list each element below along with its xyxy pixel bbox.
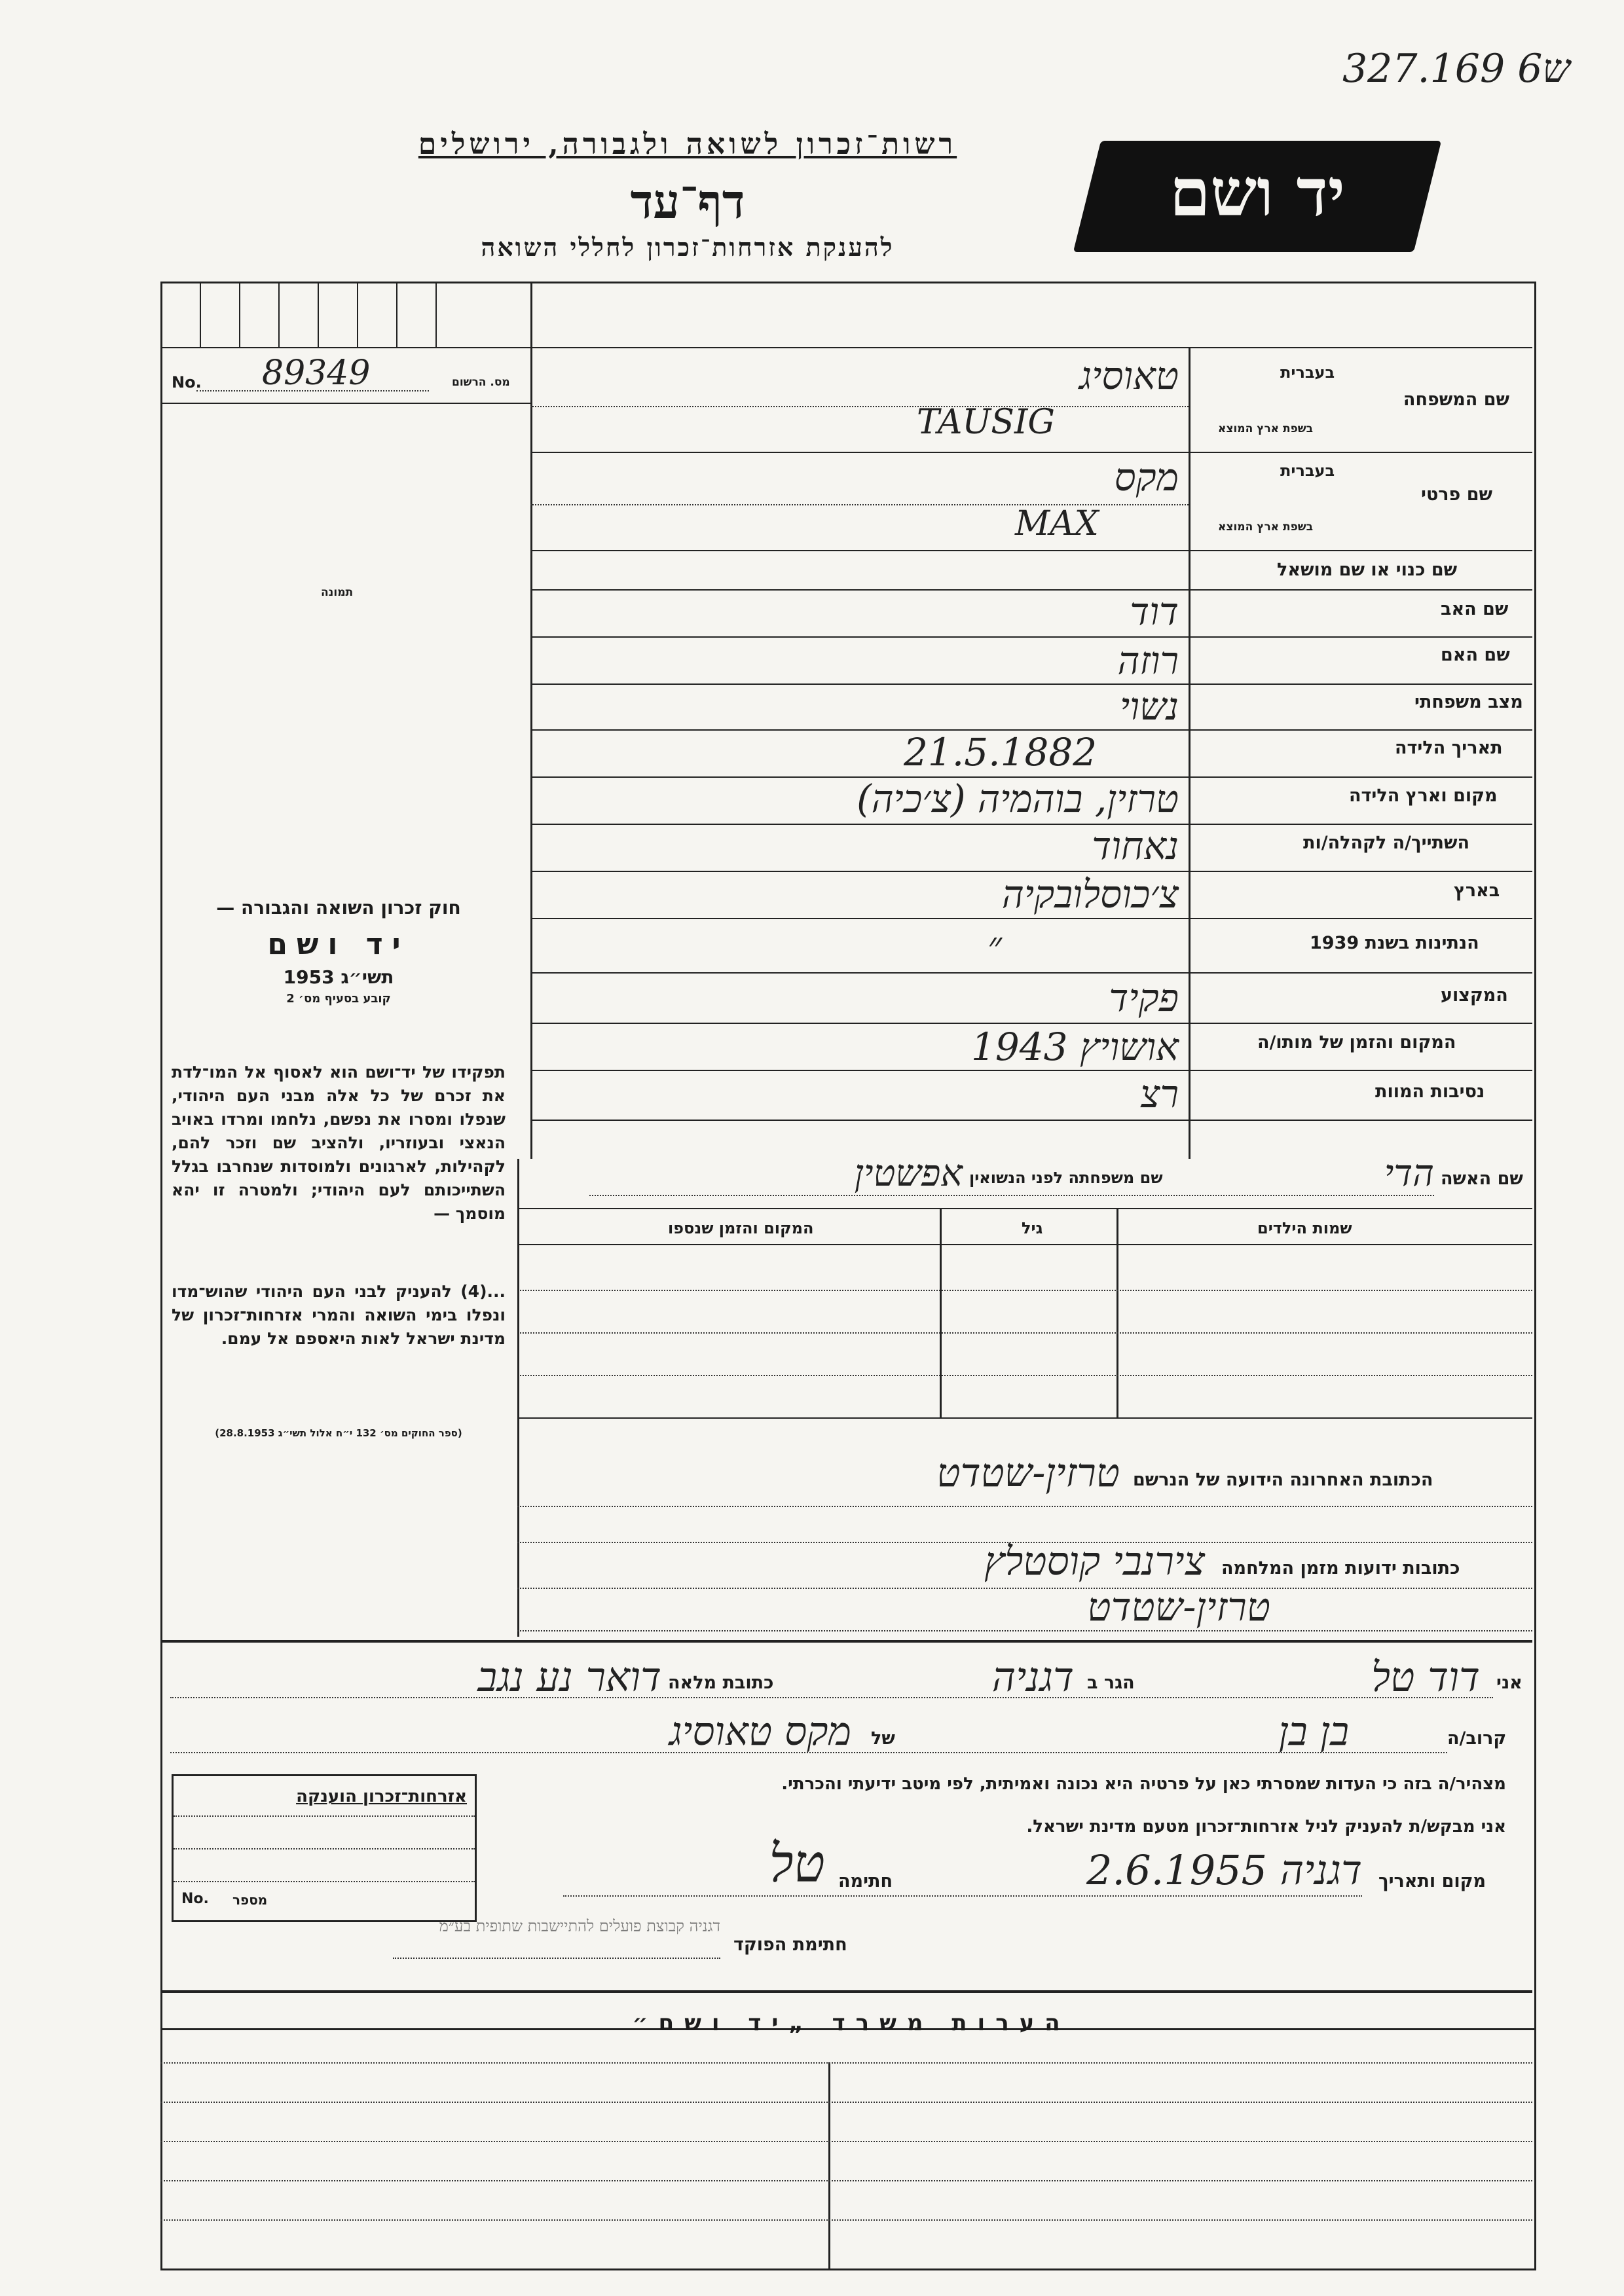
wartime-value-2: טרזין-שטדט — [1087, 1584, 1270, 1630]
signature-label: חתימה — [838, 1871, 893, 1891]
father-label: שם האב — [1441, 599, 1509, 619]
declarant-statement-1: מצהיר/ה בזה כי העדות שמסרתי כאן על פרטיה היא נכונה ואמיתית, לפי מיטב ידיעתי והכרתי. — [781, 1774, 1506, 1794]
wife-maiden-value: אפשטין — [854, 1152, 963, 1195]
family-name-orig-value: TAUSIG — [917, 403, 1055, 442]
family-name-heb-value: טאוסיג — [1079, 354, 1179, 398]
death-place-label: המקום והזמן של מותו/ה — [1257, 1032, 1456, 1053]
community-label: השתייך/ה לקהלה/ות — [1303, 833, 1469, 853]
citizenship-label: הנתינות בשנת 1939 — [1310, 933, 1479, 953]
mother-label: שם האם — [1441, 645, 1510, 665]
logo-text: יד ושם — [1170, 154, 1345, 231]
declarant-address-label: כתובת מלאה — [668, 1673, 774, 1693]
first-name-heb-label: בעברית — [1280, 462, 1335, 480]
nickname-label: שם כנוי או שם מושאל — [1277, 560, 1458, 580]
form-title: דף־עד — [630, 173, 745, 229]
birth-date-label: תאריך הלידה — [1395, 738, 1503, 758]
signature-value: טל — [769, 1833, 825, 1894]
law-year: תשי״ג 1953 — [283, 966, 394, 988]
profession-label: המקצוע — [1441, 985, 1508, 1006]
citizenship-value: ״ — [987, 923, 1002, 968]
declarant-relative-label: קרוב/ה — [1447, 1728, 1507, 1749]
law-block — [172, 897, 506, 1006]
country-label: בארץ — [1454, 881, 1500, 901]
declarant-relation: בן בן — [1278, 1709, 1349, 1755]
law-name: יד ושם — [267, 928, 410, 961]
children-col-names: שמות הילדים — [1257, 1219, 1352, 1237]
first-name-orig-value: MAX — [1015, 504, 1099, 543]
last-address-label: הכתובת האחרונה הידועה של הנרשם — [1133, 1470, 1433, 1490]
registration-number: 89349 — [262, 354, 371, 393]
archive-number: 327.169 ש6 — [1342, 46, 1570, 92]
wife-maiden-label: שם משפחתה לפני הנשואין — [969, 1169, 1163, 1187]
first-name-label: שם פרטי — [1421, 484, 1492, 505]
law-clause: קובע בסעיף מס׳ 2 — [286, 992, 391, 1006]
birth-place-value: טרזין, בוהמיה (צ׳כיה) — [857, 776, 1179, 821]
first-name-heb-value: מקס — [1114, 455, 1179, 500]
citizenship-box — [172, 1774, 477, 1922]
declarant-town: דגניה — [991, 1653, 1074, 1701]
wife-value: הדי — [1384, 1152, 1434, 1195]
children-col-age: גיל — [1022, 1219, 1043, 1237]
country-value: צ׳כוסלובקיה — [1001, 872, 1179, 917]
declarant-of-label: של — [871, 1728, 895, 1749]
children-col-place: המקום והזמן שנספו — [668, 1219, 814, 1237]
first-name-orig-label: בשפת ארץ המוצא — [1218, 520, 1314, 534]
law-para2: ...(4) להעניק לבני העם היהודי שהוש־מדו ונפלו בימי השואה והמרי אזרחות־זכרון של מדינת ישראל לאות היאספם אל עמם. — [172, 1282, 506, 1348]
family-name-heb-label: בעברית — [1280, 363, 1335, 382]
place-date-value: דגניה 2.6.1955 — [1086, 1846, 1362, 1894]
birth-place-label: מקום וארץ הלידה — [1349, 786, 1498, 806]
marital-value: נשוי — [1120, 684, 1179, 729]
profession-value: פקיד — [1109, 975, 1179, 1020]
father-value: דוד — [1130, 589, 1179, 634]
stamp: דגניה קבוצת פועלים להתיישבות שתופית בע״מ — [439, 1917, 720, 1935]
form-subtitle: להענקת אזרחות־זכרון לחללי השואה — [481, 232, 895, 262]
birth-date-value: 21.5.1882 — [904, 730, 1098, 774]
org-name: רשות־זכרון לשואה ולגבורה, ירושלים — [418, 128, 957, 161]
law-title: חוק זכרון השואה והגבורה — — [216, 897, 461, 919]
citizenship-box-no: No. — [181, 1891, 209, 1907]
photo-label: תמונה — [321, 586, 354, 599]
citizenship-box-title: אזרחות־זכרון הוענקה — [296, 1787, 467, 1806]
declarant-i-label: אני — [1496, 1673, 1522, 1693]
law-para1: תפקידו של יד־ושם הוא לאסוף אל המו־לדת את זכרם של כל אלה מבני העם היהודי, שנפלו ומסרו את נפשם, נלחמו ומרדו באויב הנאצי ובעוזריו, ולהציב שם וזכר להם, לקהילות, לארגונים ולמוסדות שנחרבו בגלל השתייכותם לעם היהודי; ולמטרה זו יהא מוסמך — — [172, 1063, 506, 1223]
mother-value: רוזה — [1117, 638, 1179, 683]
death-circumstances-value: רצ — [1140, 1072, 1179, 1116]
death-circumstances-label: נסיבות המוות — [1375, 1082, 1485, 1102]
registration-label: מס. הרשום — [452, 376, 510, 389]
declarant-lives-label: הגר ב — [1087, 1673, 1135, 1693]
place-date-label: מקום ותאריך — [1378, 1871, 1486, 1891]
law-source: (ספר החוקים מס׳ 132 י״ח אלול תשי״ג 28.8.1953) — [215, 1427, 462, 1439]
top-boxes — [160, 282, 530, 347]
community-value: נאחוד — [1092, 824, 1179, 868]
office-notes-title: הערות משרד „יד ושם״ — [632, 2010, 1071, 2036]
declarant-statement-2: אני מבקש/ת להעניק לניל אזרחות־זכרון מטעם מדינת ישראל. — [1026, 1817, 1506, 1836]
declarant-of-name: מקס טאוסיג — [669, 1709, 851, 1755]
declarant-address: דואר נע נגב — [477, 1653, 661, 1701]
citizenship-box-number-label: מספר — [232, 1892, 268, 1908]
death-place-value: אושויץ 1943 — [970, 1025, 1179, 1069]
declarant-name: דוד טל — [1371, 1653, 1480, 1701]
registration-no-label: No. — [172, 373, 202, 392]
last-address-value: טרזין-שטדט — [936, 1450, 1120, 1496]
wife-label: שם האשה — [1441, 1169, 1523, 1189]
family-name-label: שם המשפחה — [1403, 390, 1509, 410]
wartime-value-1: צירנבי קוסטלץ — [984, 1539, 1205, 1584]
officer-label: חתימת הפוקד — [733, 1935, 847, 1955]
marital-label: מצב משפחתי — [1414, 692, 1523, 712]
family-name-orig-label: בשפת ארץ המוצא — [1218, 422, 1314, 435]
wartime-label: כתובות ידועות מזמן המלחמה — [1221, 1558, 1460, 1578]
